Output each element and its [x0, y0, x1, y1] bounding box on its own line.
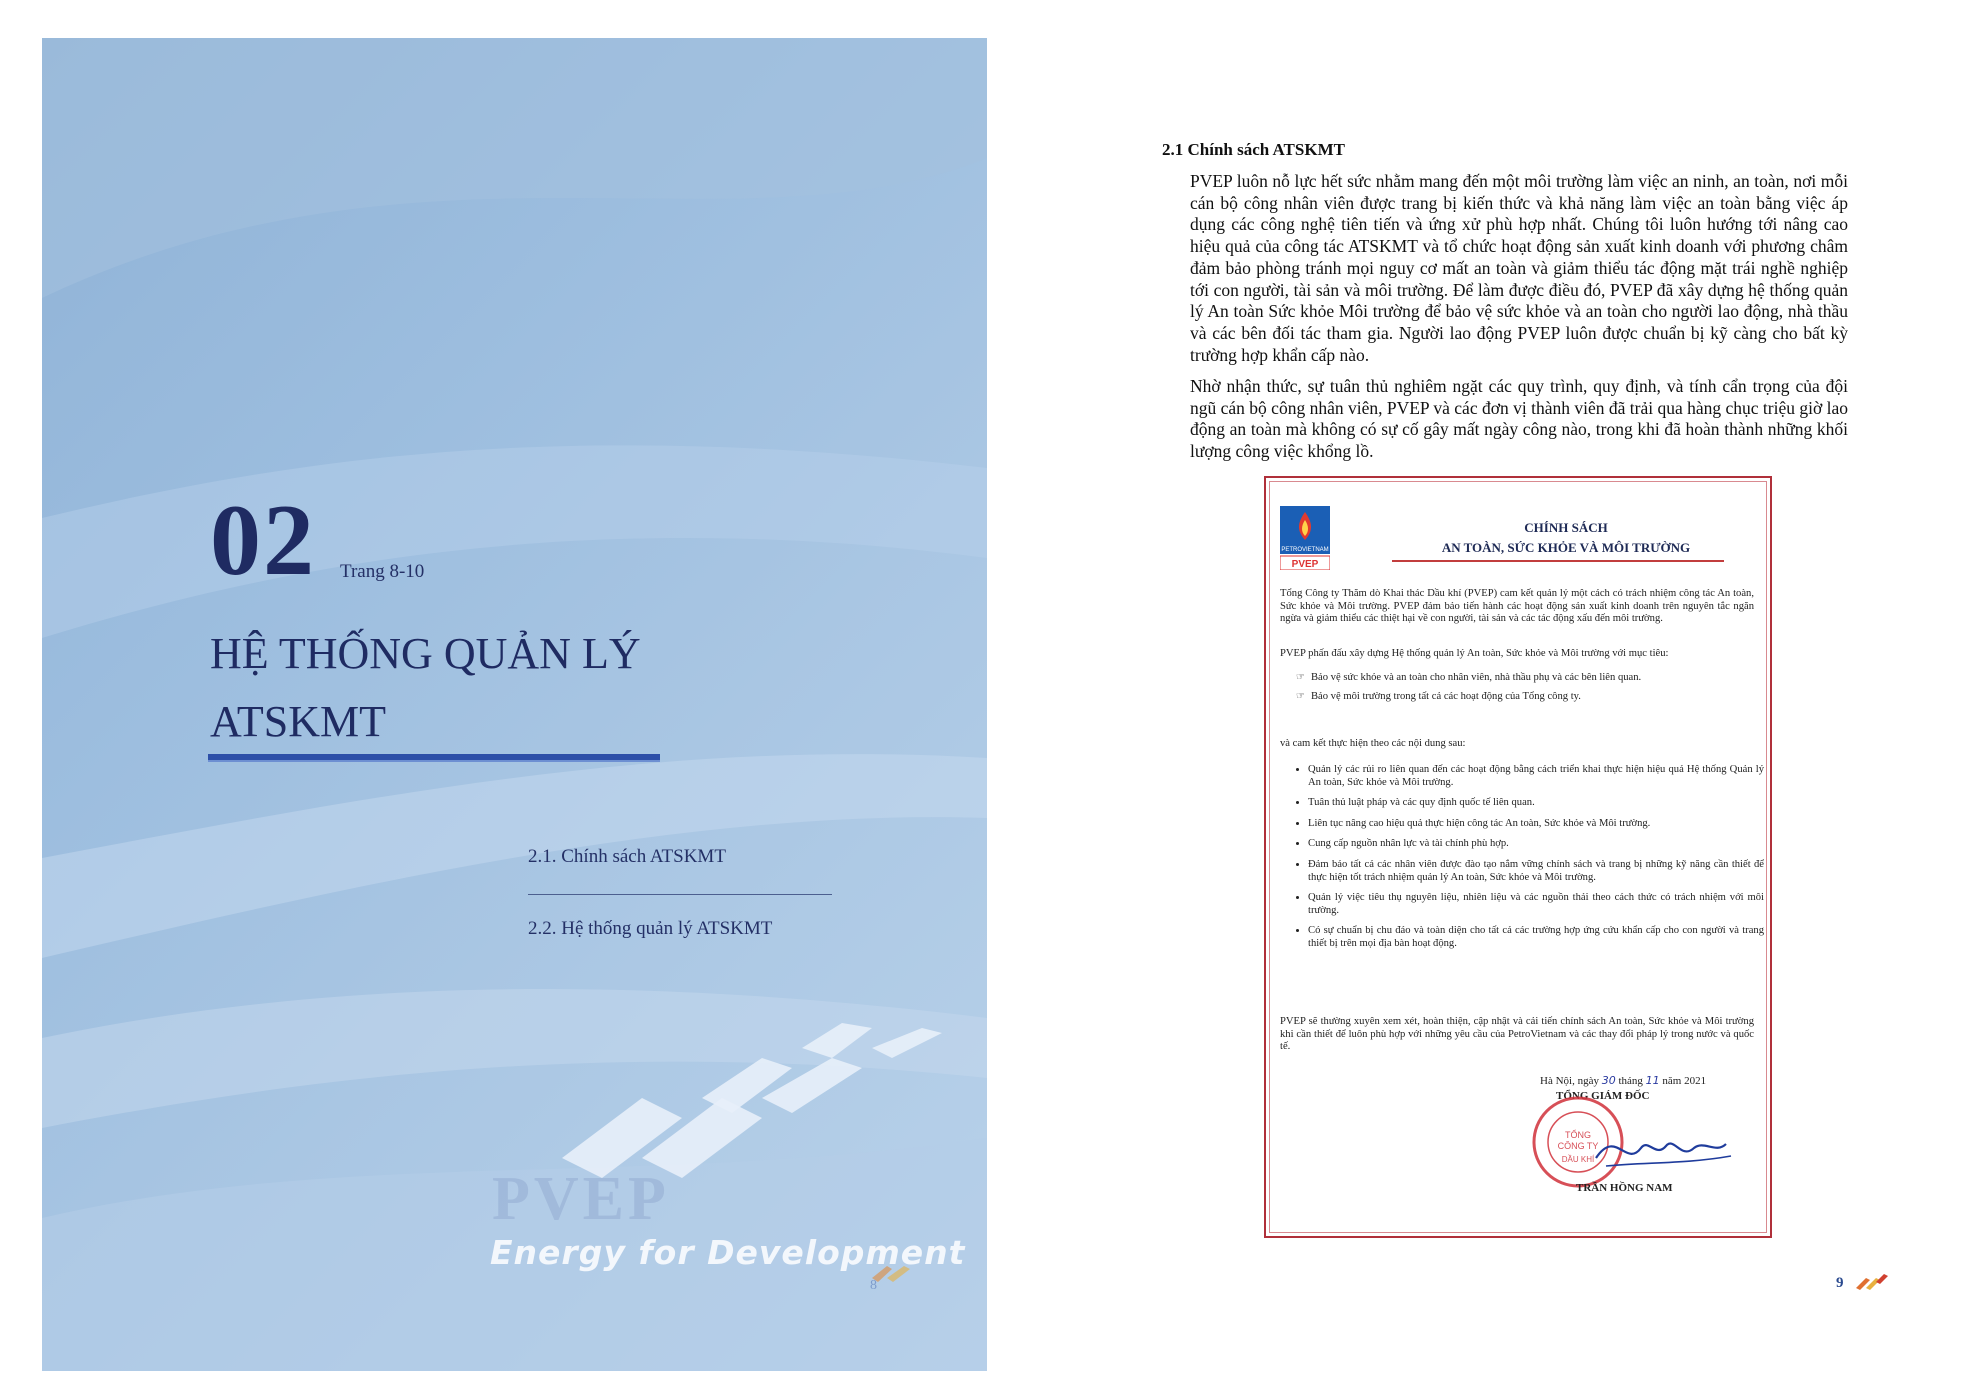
svg-text:DẦU KHÍ: DẦU KHÍ [1561, 1155, 1595, 1164]
right-page-number: 9 [1836, 1275, 1844, 1291]
left-page-number: 8 [870, 1278, 877, 1293]
date-month-label: tháng [1618, 1075, 1643, 1087]
signer-name: TRẦN HỒNG NAM [1576, 1182, 1673, 1194]
toc-item-policy[interactable]: 2.1. Chính sách ATSKMT [528, 846, 726, 867]
pvep-mini-logo-icon [1854, 1270, 1890, 1292]
toc-divider [528, 894, 832, 895]
paragraph-1: PVEP luôn nỗ lực hết sức nhằm mang đến một môi trường làm việc an ninh, an toàn, nơi mỗi cán bộ công nhân viên được trang bị kiến thức và khả năng làm việc an toàn bằng việc áp dụng các công nghệ tiên tiến và ứng xử phù hợp nhất. Chúng tôi luôn hướng tới nâng cao hiệu quả của công tác ATSKMT và tổ chức hoạt động sản xuất kinh doanh với phương châm đảm bảo phòng tránh mọi nguy cơ mất an toàn và giảm thiểu tác động mặt trái nghề nghiệp tới con người, tài sản và môi trường. Để làm được điều đó, PVEP đã xây dựng hệ thống quản lý An toàn Sức khỏe Môi trường để bảo vệ sức khỏe và an toàn cho người lao động, nhà thầu và các bên đối tác tham gia. Người lao động PVEP luôn được chuẩn bị kỹ càng cho bất kỳ trường hợp khẩn cấp nào. [1190, 171, 1848, 365]
svg-text:CÔNG TY: CÔNG TY [1557, 1141, 1599, 1151]
list-item: • Liên tục nâng cao hiệu quả thực hiện công tác An toàn, Sức khỏe và Môi trường. [1308, 818, 1764, 831]
list-item: • Tuân thủ luật pháp và các quy định quốc tế liên quan. [1308, 797, 1764, 810]
title-underline [208, 754, 660, 762]
date-prefix: Hà Nội, ngày [1540, 1075, 1599, 1087]
pvep-watermark: PVEP [492, 1165, 670, 1233]
slogan: Energy for Development [490, 1233, 966, 1272]
list-item: ☞ Bảo vệ môi trường trong tất cả các hoạt động của Tổng công ty. [1296, 691, 1746, 704]
list-item: • Quản lý việc tiêu thụ nguyên liệu, nhiên liệu và các nguồn thải theo cách thức có trách nhiệm với môi trường. [1308, 892, 1764, 917]
list-item: • Quản lý các rủi ro liên quan đến các hoạt động bằng cách triển khai thực hiện hiệu quả Hệ thống Quản lý An toàn, Sức khỏe và Môi trường. [1308, 764, 1764, 789]
doc-title-line1: CHÍNH SÁCH [1524, 520, 1608, 535]
chapter-title [210, 620, 730, 756]
doc-title-line2: AN TOÀN, SỨC KHỎE VÀ MÔI TRƯỜNG [1441, 540, 1691, 555]
petrovietnam-logo-icon [1280, 506, 1330, 570]
list-item: • Cung cấp nguồn nhân lực và tài chính phù hợp. [1308, 838, 1764, 851]
doc-aims-list [1296, 672, 1746, 709]
svg-text:TỔNG: TỔNG [1565, 1130, 1591, 1140]
logo-text-top: PETROVIETNAM [1281, 547, 1329, 553]
list-item: • Có sự chuẩn bị chu đáo và toàn diện cho tất cả các trường hợp ứng cứu khẩn cấp cho con người và trang thiết bị trên mọi địa bàn hoạt động. [1308, 925, 1764, 950]
chapter-title-line2: ATSKMT [210, 697, 387, 746]
doc-commit-intro: và cam kết thực hiện theo các nội dung sau: [1280, 738, 1466, 749]
left-page-chapter-cover [42, 38, 987, 1371]
doc-aim-intro: PVEP phấn đấu xây dựng Hệ thống quản lý An toàn, Sức khỏe và Môi trường với mục tiêu: [1280, 648, 1669, 659]
signer-title: TỔNG GIÁM ĐỐC [1556, 1090, 1650, 1102]
doc-commitments-list [1292, 764, 1764, 959]
chapter-title-line1: HỆ THỐNG QUẢN LÝ [210, 629, 641, 678]
doc-date [1540, 1074, 1706, 1087]
page-range: Trang 8-10 [340, 561, 425, 582]
doc-intro: Tổng Công ty Thăm dò Khai thác Dầu khí (PVEP) cam kết quản lý một cách có trách nhiệm công tác An toàn, Sức khỏe và Môi trường. PVEP đảm bảo tiến hành các hoạt động sản xuất kinh doanh trên nguyên tắc ngăn ngừa và giảm thiểu các thiệt hại về con người, tài sản và các tác động xấu đến môi trường. [1280, 588, 1754, 625]
section-heading: 2.1 Chính sách ATSKMT [1162, 140, 1345, 159]
toc-item-management-system[interactable]: 2.2. Hệ thống quản lý ATSKMT [528, 918, 773, 939]
date-day: 30 [1601, 1074, 1616, 1087]
date-month: 11 [1645, 1074, 1660, 1087]
date-year: năm 2021 [1662, 1075, 1707, 1087]
hse-policy-document [1264, 476, 1772, 1238]
doc-closing: PVEP sẽ thường xuyên xem xét, hoàn thiện, cập nhật và cải tiến chính sách An toàn, Sức khỏe và Môi trường khi cần thiết để luôn phù hợp với những yêu cầu của PetroVietnam và các thay đổi pháp lý trong nước và quốc tế. [1280, 1016, 1754, 1053]
chapter-number: 02 [210, 484, 316, 597]
doc-title-rule [1392, 560, 1724, 562]
logo-text-bottom: PVEP [1291, 559, 1319, 570]
list-item: ☞ Bảo vệ sức khỏe và an toàn cho nhân viên, nhà thầu phụ và các bên liên quan. [1296, 672, 1746, 685]
signature-icon [1586, 1118, 1736, 1178]
list-item: • Đảm bảo tất cả các nhân viên được đào tạo nắm vững chính sách và trang bị những kỹ năng cần thiết để thực hiện tốt trách nhiệm quản lý An toàn, Sức khỏe và Môi trường. [1308, 859, 1764, 884]
paragraph-2: Nhờ nhận thức, sự tuân thủ nghiêm ngặt các quy trình, quy định, và tính cẩn trọng của đội ngũ cán bộ công nhân viên, PVEP và các đơn vị thành viên đã trải qua hàng chục triệu giờ lao động an toàn mà không có sự cố gây mất ngày công nào, trong khi đã hoàn thành những khối lượng công việc khổng lồ. [1190, 376, 1848, 462]
